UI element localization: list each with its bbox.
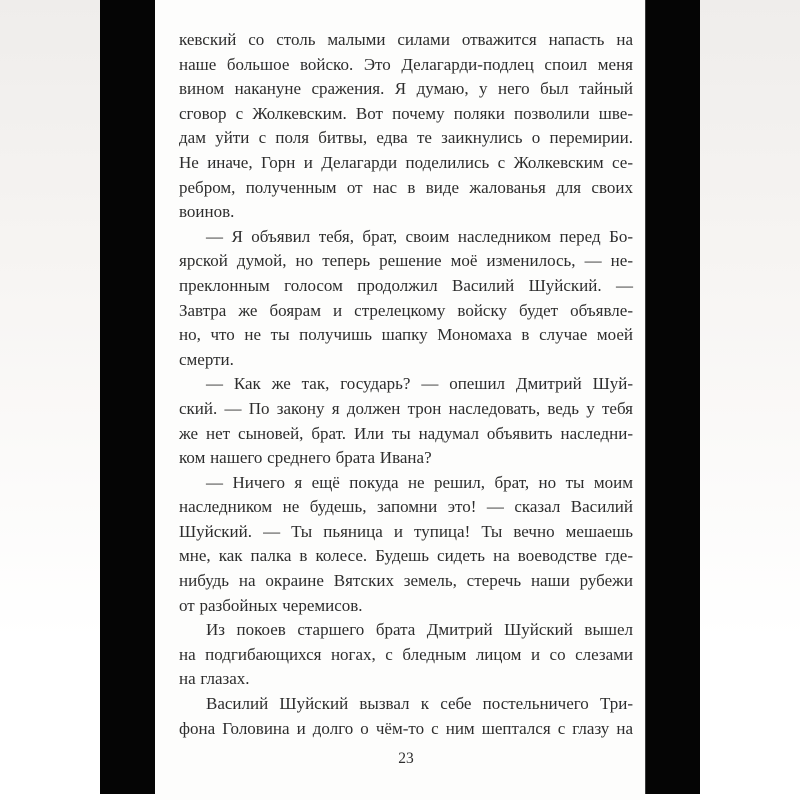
text-line: наше большое войско. Это Делагарди-подлец споил меня <box>179 54 633 74</box>
page-edge-shadow-right <box>645 0 700 794</box>
text-line: на глазах. <box>179 669 250 689</box>
text-line: дам уйти с поля битвы, едва те заикнулись о перемирии. <box>179 128 633 148</box>
text-line: на подгибающихся ногах, с бледным лицом и со слезами <box>179 644 633 664</box>
text-line: смерти. <box>179 349 234 369</box>
text-line: сговор с Жолкевским. Вот почему поляки позволили шве- <box>179 103 633 123</box>
text-line: преклонным голосом продолжил Василий Шуйский. — <box>179 275 633 295</box>
text-line: Не иначе, Горн и Делагарди поделились с Жолкевским се- <box>179 152 633 172</box>
text-line: ский. — По закону я должен трон наследовать, ведь у тебя <box>179 398 633 418</box>
text-line: Из покоев старшего брата Дмитрий Шуйский вышел <box>206 620 633 640</box>
text-line: но, что не ты получишь шапку Мономаха в случае моей <box>179 325 633 345</box>
text-line: — Как же так, государь? — опешил Дмитрий Шуй- <box>206 374 633 394</box>
text-line: Шуйский. — Ты пьяница и тупица! Ты вечно мешаешь <box>179 521 633 541</box>
text-line: ребром, полученным от нас в виде жалованья для своих <box>179 177 633 197</box>
text-line: кевский со столь малыми силами отважится напасть на <box>179 30 633 49</box>
text-line: воинов. <box>179 202 235 222</box>
text-line: вином накануне сражения. Я думаю, у него был тайный <box>179 79 633 99</box>
page-edge-shadow-left <box>100 0 155 794</box>
text-line: от разбойных черемисов. <box>179 595 363 615</box>
text-line: Завтра же боярам и стрелецкому войску будет объявле- <box>179 300 633 320</box>
text-block <box>179 28 633 741</box>
text-line: же нет сыновей, брат. Или ты надумал объявить наследни- <box>179 423 633 443</box>
text-line: наследником не будешь, запомни это! — сказал Василий <box>179 497 633 517</box>
text-line: нибудь на окраине Вятских земель, стеречь наши рубежи <box>179 571 633 591</box>
text-line: ком нашего среднего брата Ивана? <box>179 448 432 468</box>
text-line: ярской думой, но теперь решение моё изменилось, — не- <box>179 251 633 271</box>
text-line: — Ничего я ещё покуда не решил, брат, но ты моим <box>206 472 633 492</box>
text-line: фона Головина и долго о чём-то с ним шептался с глазу на <box>179 718 633 738</box>
text-line: Василий Шуйский вызвал к себе постельничего Три- <box>206 694 633 714</box>
page-number: 23 <box>398 750 414 767</box>
text-line: мне, как палка в колесе. Будешь сидеть на воеводстве где- <box>179 546 633 566</box>
text-line: — Я объявил тебя, брат, своим наследником перед Бо- <box>206 226 633 246</box>
